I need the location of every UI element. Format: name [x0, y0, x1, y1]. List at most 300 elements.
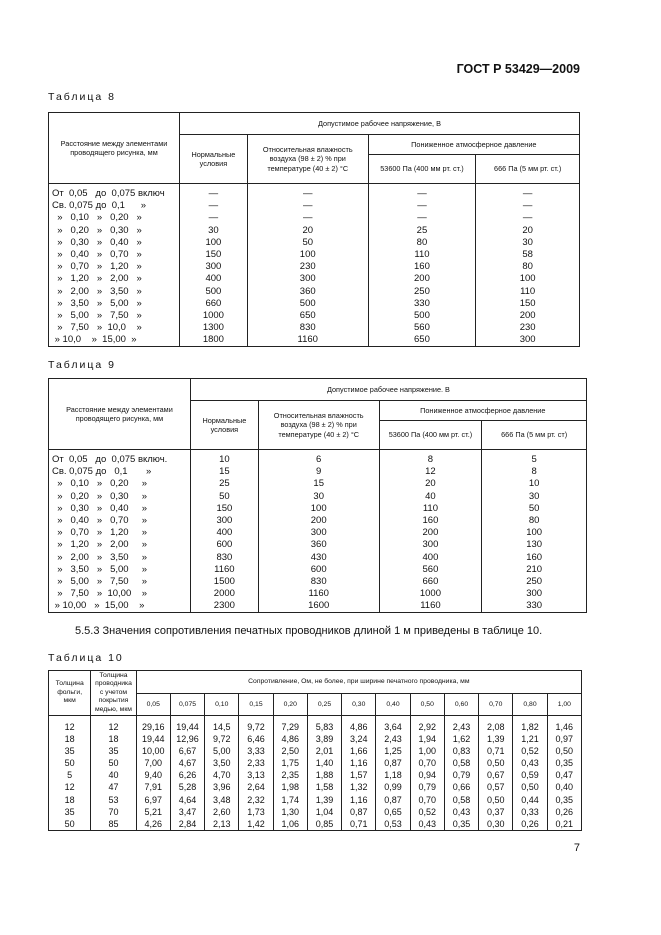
table10-width-header: 0,60 [444, 694, 478, 716]
table9-cell: 80 [482, 515, 587, 527]
table8-row [49, 212, 580, 224]
table10-width-header: 0,40 [376, 694, 410, 716]
table8-row [49, 200, 580, 212]
table10-cell: 0,97 [547, 733, 581, 745]
table10-cell: 2,32 [239, 794, 273, 806]
table8-cell: 160 [368, 261, 476, 273]
table10-cell: 0,71 [342, 818, 376, 831]
table10-cell: 3,64 [376, 716, 410, 733]
table10-cell: 0,85 [307, 818, 341, 831]
table10-cell: 0,21 [547, 818, 581, 831]
table10-width-header: 0,30 [342, 694, 376, 716]
table8-row [49, 322, 580, 334]
table10-cell: 3,96 [205, 781, 239, 793]
table10-header-resistance: Сопротивление, Ом, не более, при ширине печатного проводника, мм [136, 671, 581, 694]
table8-cell: — [476, 212, 580, 224]
table10-row [49, 794, 582, 806]
table8-cell: » 7,50 » 10,0 » [49, 322, 180, 334]
table10-body [49, 716, 582, 831]
table9-cell: 2300 [190, 600, 258, 613]
table10-cell: 0,59 [513, 769, 547, 781]
table10-cell: 4,64 [170, 794, 204, 806]
table8-cell: 20 [476, 225, 580, 237]
table10-width-header: 0,25 [307, 694, 341, 716]
table8-cell: 830 [247, 322, 368, 334]
table10-cell: 1,73 [239, 806, 273, 818]
table10-cell: 0,83 [444, 745, 478, 757]
table10-cell: 0,70 [410, 794, 444, 806]
table8-row [49, 237, 580, 249]
table10-cell: 1,98 [273, 781, 307, 793]
table10-cell: 0,99 [376, 781, 410, 793]
table9-cell: 1160 [190, 564, 258, 576]
table10-cell: 6,46 [239, 733, 273, 745]
table10-cell: 1,06 [273, 818, 307, 831]
table10-cell: 0,50 [513, 781, 547, 793]
document-code: ГОСТ Р 53429—2009 [456, 62, 580, 76]
table10-cell: 9,72 [239, 716, 273, 733]
table10-cell: 3,50 [205, 757, 239, 769]
table10-cell: 2,01 [307, 745, 341, 757]
table10-cell: 4,86 [342, 716, 376, 733]
table10-cell: 14,5 [205, 716, 239, 733]
table9-cell: 330 [482, 600, 587, 613]
table9-cell: 600 [258, 564, 379, 576]
table8-cell: 1000 [179, 310, 247, 322]
table9-cell: 1600 [258, 600, 379, 613]
table8-body [49, 184, 580, 347]
table10-cell: 7,00 [136, 757, 170, 769]
table10-row [49, 806, 582, 818]
table10-cell: 3,89 [307, 733, 341, 745]
table10-row [49, 733, 582, 745]
table10-cell: 0,52 [513, 745, 547, 757]
table9-cell: 15 [258, 478, 379, 490]
table9-cell: 400 [379, 552, 482, 564]
table10-cell: 2,64 [239, 781, 273, 793]
table10-cell: 3,13 [239, 769, 273, 781]
table10-cell: 7,29 [273, 716, 307, 733]
table9-cell: 12 [379, 466, 482, 478]
table10-width-header: 0,20 [273, 694, 307, 716]
table10-cell: 0,79 [444, 769, 478, 781]
table10-row [49, 781, 582, 793]
table10-cell: 2,13 [205, 818, 239, 831]
table9-row [49, 491, 587, 503]
table10-cell: 12 [49, 781, 91, 793]
table10-width-header: 0,15 [239, 694, 273, 716]
table8-cell: — [476, 200, 580, 212]
table9-cell: » 7,50 » 10,00 » [49, 588, 191, 600]
table9-caption: Таблица 9 [48, 359, 116, 371]
table9-cell: 25 [190, 478, 258, 490]
table10-header-foil: Толщина фольги, мкм [49, 671, 91, 716]
table8-row [49, 225, 580, 237]
table9-cell: 560 [379, 564, 482, 576]
table9-header-normal: Нормальные условия [190, 401, 258, 450]
table8-cell: 500 [368, 310, 476, 322]
table10-cell: 50 [49, 818, 91, 831]
table10-cell: 35 [49, 806, 91, 818]
table8-header-distance: Расстояние между элементами проводящего рисунка, мм [49, 113, 180, 184]
table8-header-666: 666 Па (5 мм рт. ст.) [476, 155, 580, 184]
table10-cell: 0,67 [479, 769, 513, 781]
table10-row [49, 745, 582, 757]
table9-cell: От 0,05 до 0,075 включ. [49, 450, 191, 467]
table10-cell: 0,35 [547, 794, 581, 806]
table10-cell: 47 [91, 781, 136, 793]
table10-cell: 2,35 [273, 769, 307, 781]
table8-cell: 650 [368, 334, 476, 347]
table10-cell: 9,40 [136, 769, 170, 781]
table8-cell: — [368, 200, 476, 212]
table8-cell: » 1,20 » 2,00 » [49, 273, 180, 285]
table9-cell: 5 [482, 450, 587, 467]
table10-cell: 1,25 [376, 745, 410, 757]
table8-cell: 100 [476, 273, 580, 285]
table10-cell: 4,67 [170, 757, 204, 769]
table10-cell: 2,60 [205, 806, 239, 818]
table10-cell: 1,18 [376, 769, 410, 781]
table9-cell: 30 [258, 491, 379, 503]
table9-cell: 40 [379, 491, 482, 503]
table10-cell: 50 [49, 757, 91, 769]
table10-cell: 19,44 [170, 716, 204, 733]
table8-cell: — [247, 200, 368, 212]
table8-row [49, 273, 580, 285]
table9-cell: 50 [482, 503, 587, 515]
table8-cell: 200 [476, 310, 580, 322]
table9-cell: » 1,20 » 2,00 » [49, 539, 191, 551]
table10-cell: 10,00 [136, 745, 170, 757]
table10-cell: 0,37 [479, 806, 513, 818]
table10-cell: 19,44 [136, 733, 170, 745]
table9-cell: 10 [482, 478, 587, 490]
table9-cell: 20 [379, 478, 482, 490]
table9-cell: 300 [190, 515, 258, 527]
table10-width-header: 0,80 [513, 694, 547, 716]
table10-cell: 2,92 [410, 716, 444, 733]
table8-cell: Св. 0,075 до 0,1 » [49, 200, 180, 212]
table10-cell: 53 [91, 794, 136, 806]
table8-cell: 30 [179, 225, 247, 237]
table10-cell: 1,30 [273, 806, 307, 818]
table10-cell: 0,70 [410, 757, 444, 769]
table10-cell: 0,50 [479, 757, 513, 769]
table10-cell: 0,30 [479, 818, 513, 831]
table10-cell: 70 [91, 806, 136, 818]
table10-cell: 29,16 [136, 716, 170, 733]
table8-header-53600: 53600 Па (400 мм рт. ст.) [368, 155, 476, 184]
table9-cell: » 10,00 » 15,00 » [49, 600, 191, 613]
table8-caption: Таблица 8 [48, 91, 116, 103]
table9-cell: 360 [258, 539, 379, 551]
table10-cell: 1,32 [342, 781, 376, 793]
table9-header-53600: 53600 Па (400 мм рт. ст.) [379, 421, 482, 450]
table9-cell: 30 [482, 491, 587, 503]
table9-cell: » 0,20 » 0,30 » [49, 491, 191, 503]
table9-cell: 100 [258, 503, 379, 515]
table10-cell: 2,84 [170, 818, 204, 831]
table10-cell: 85 [91, 818, 136, 831]
table9-body [49, 450, 587, 613]
table8-cell: 300 [476, 334, 580, 347]
table9-cell: 160 [379, 515, 482, 527]
table9-cell: 15 [190, 466, 258, 478]
table10-width-header: 0,10 [205, 694, 239, 716]
table10-cell: 0,26 [513, 818, 547, 831]
table10-cell: 2,08 [479, 716, 513, 733]
table8-cell: 30 [476, 237, 580, 249]
table10-cell: 1,94 [410, 733, 444, 745]
table8-cell: — [368, 212, 476, 224]
table9-cell: » 5,00 » 7,50 » [49, 576, 191, 588]
table8-cell: 80 [368, 237, 476, 249]
table10-cell: 1,04 [307, 806, 341, 818]
table10-cell: 2,43 [444, 716, 478, 733]
table10-cell: 0,40 [547, 781, 581, 793]
table9-row [49, 552, 587, 564]
table10-cell: 3,24 [342, 733, 376, 745]
table10-cell: 4,86 [273, 733, 307, 745]
table10-cell: 5,21 [136, 806, 170, 818]
table8-cell: 1800 [179, 334, 247, 347]
table10-cell: 3,47 [170, 806, 204, 818]
table10-header-conductor: Толщина проводника с учетом покрытия медью, мкм [91, 671, 136, 716]
table10-cell: 1,74 [273, 794, 307, 806]
table9-cell: » 0,10 » 0,20 » [49, 478, 191, 490]
table10-cell: 1,62 [444, 733, 478, 745]
table8-cell: 230 [476, 322, 580, 334]
table10-cell: 18 [91, 733, 136, 745]
table8-cell: » 0,70 » 1,20 » [49, 261, 180, 273]
table9-row [49, 450, 587, 467]
table10-width-header: 0,075 [170, 694, 204, 716]
table9-cell: » 0,70 » 1,20 » [49, 527, 191, 539]
table8-row [49, 286, 580, 298]
table10-cell: 0,43 [513, 757, 547, 769]
table8-row [49, 334, 580, 347]
table8-cell: » 0,20 » 0,30 » [49, 225, 180, 237]
table9-cell: » 0,30 » 0,40 » [49, 503, 191, 515]
table8-cell: 300 [247, 273, 368, 285]
table10-cell: 0,94 [410, 769, 444, 781]
table8-header-normal: Нормальные условия [179, 135, 247, 184]
table8-cell: » 10,0 » 15,00 » [49, 334, 180, 347]
table10-cell: 2,33 [239, 757, 273, 769]
table8-cell: » 0,10 » 0,20 » [49, 212, 180, 224]
table10-row [49, 769, 582, 781]
table9-row [49, 466, 587, 478]
table10-cell: 0,43 [410, 818, 444, 831]
table9-cell: 2000 [190, 588, 258, 600]
table9-header-humidity: Относительная влажность воздуха (98 ± 2) % при температуре (40 ± 2) °С [258, 401, 379, 450]
table10-cell: 5,00 [205, 745, 239, 757]
table10-cell: 0,58 [444, 757, 478, 769]
table8-cell: » 5,00 » 7,50 » [49, 310, 180, 322]
table9-row [49, 527, 587, 539]
table10-cell: 0,43 [444, 806, 478, 818]
table8-cell: 250 [368, 286, 476, 298]
table9-cell: 830 [258, 576, 379, 588]
table10-width-header: 0,05 [136, 694, 170, 716]
table10-cell: 1,57 [342, 769, 376, 781]
table9-cell: 6 [258, 450, 379, 467]
table10-cell: 1,40 [307, 757, 341, 769]
page-number: 7 [573, 842, 580, 854]
table10-cell: 1,00 [410, 745, 444, 757]
table10-cell: 1,21 [513, 733, 547, 745]
table9-cell: » 0,40 » 0,70 » [49, 515, 191, 527]
table10-cell: 35 [49, 745, 91, 757]
table8-cell: 330 [368, 298, 476, 310]
table8-cell: 150 [476, 298, 580, 310]
table10-cell: 3,48 [205, 794, 239, 806]
table8-header-voltage: Допустимое рабочее напряжение, В [179, 113, 579, 135]
table10-cell: 0,87 [376, 757, 410, 769]
table10-cell: 1,66 [342, 745, 376, 757]
table9-cell: Св. 0,075 до 0,1 » [49, 466, 191, 478]
table10-cell: 18 [49, 794, 91, 806]
table10-cell: 9,72 [205, 733, 239, 745]
table8-cell: 150 [179, 249, 247, 261]
table8-cell: 360 [247, 286, 368, 298]
table9-row [49, 503, 587, 515]
table10-cell: 50 [91, 757, 136, 769]
table8-row [49, 184, 580, 201]
table9-cell: 1000 [379, 588, 482, 600]
table10-cell: 0,66 [444, 781, 478, 793]
table10-width-header: 0,70 [479, 694, 513, 716]
table8-cell: » 0,40 » 0,70 » [49, 249, 180, 261]
table8-cell: » 3,50 » 5,00 » [49, 298, 180, 310]
table8-row [49, 261, 580, 273]
table10-cell: 5,83 [307, 716, 341, 733]
table10-cell: 0,35 [547, 757, 581, 769]
table9-cell: 300 [258, 527, 379, 539]
table8-cell: 110 [368, 249, 476, 261]
table8-cell: — [247, 184, 368, 201]
table10-cell: 0,87 [376, 794, 410, 806]
table9-cell: » 2,00 » 3,50 » [49, 552, 191, 564]
table9-cell: 130 [482, 539, 587, 551]
table8-cell: — [179, 212, 247, 224]
table10-cell: 1,75 [273, 757, 307, 769]
table9-cell: 600 [190, 539, 258, 551]
table8-cell: 100 [247, 249, 368, 261]
table9-cell: 1160 [258, 588, 379, 600]
table9-cell: 210 [482, 564, 587, 576]
table10-cell: 0,26 [547, 806, 581, 818]
table9-cell: 150 [190, 503, 258, 515]
table10-cell: 40 [91, 769, 136, 781]
table9-cell: 100 [482, 527, 587, 539]
table8-cell: 110 [476, 286, 580, 298]
table10-row [49, 716, 582, 733]
table10-cell: 1,88 [307, 769, 341, 781]
table10-cell: 0,53 [376, 818, 410, 831]
table9-header-voltage: Допустимое рабочее напряжение. В [190, 379, 586, 401]
table10-cell: 0,47 [547, 769, 581, 781]
table10-cell: 0,87 [342, 806, 376, 818]
table10-row [49, 818, 582, 831]
table10-cell: 18 [49, 733, 91, 745]
table8-cell: 300 [179, 261, 247, 273]
table10-cell: 12,96 [170, 733, 204, 745]
paragraph-5-5-3: 5.5.3 Значения сопротивления печатных проводников длиной 1 м приведены в таблице 10. [75, 625, 543, 637]
table8-header-low-pressure: Пониженное атмосферное давление [368, 135, 579, 155]
table10-cell: 12 [91, 716, 136, 733]
table10-cell: 0,65 [376, 806, 410, 818]
table9-cell: 10 [190, 450, 258, 467]
table8-cell: — [368, 184, 476, 201]
table8-cell: 400 [179, 273, 247, 285]
table8-cell: 560 [368, 322, 476, 334]
table8-cell: — [247, 212, 368, 224]
table9-row [49, 539, 587, 551]
table9-cell: » 3,50 » 5,00 » [49, 564, 191, 576]
table10-caption: Таблица 10 [48, 652, 124, 664]
table10-cell: 0,71 [479, 745, 513, 757]
table9-header-low-pressure: Пониженное атмосферное давление [379, 401, 586, 421]
table8-cell: 50 [247, 237, 368, 249]
table8-row [49, 249, 580, 261]
table9-header-distance: Расстояние между элементами проводящего рисунка, мм [49, 379, 191, 450]
table10-cell: 1,39 [479, 733, 513, 745]
table10-cell: 2,43 [376, 733, 410, 745]
table8-row [49, 310, 580, 322]
table9-row [49, 564, 587, 576]
table10 [48, 670, 582, 831]
table10-cell: 4,70 [205, 769, 239, 781]
table10-cell: 0,57 [479, 781, 513, 793]
table10-cell: 0,79 [410, 781, 444, 793]
table8-cell: 100 [179, 237, 247, 249]
table8-cell: От 0,05 до 0,075 включ [49, 184, 180, 201]
table9-cell: 300 [379, 539, 482, 551]
table8-cell: 20 [247, 225, 368, 237]
table10-cell: 6,97 [136, 794, 170, 806]
table10-cell: 0,58 [444, 794, 478, 806]
table8-cell: » 2,00 » 3,50 » [49, 286, 180, 298]
table8-cell: 25 [368, 225, 476, 237]
table10-cell: 0,33 [513, 806, 547, 818]
table9 [48, 378, 587, 613]
table10-cell: 1,39 [307, 794, 341, 806]
table10-cell: 0,44 [513, 794, 547, 806]
table9-cell: 1500 [190, 576, 258, 588]
table9-row [49, 588, 587, 600]
table9-cell: 660 [379, 576, 482, 588]
table10-cell: 12 [49, 716, 91, 733]
table10-cell: 7,91 [136, 781, 170, 793]
table9-cell: 400 [190, 527, 258, 539]
table10-width-header: 0,50 [410, 694, 444, 716]
table9-cell: 1160 [379, 600, 482, 613]
table10-cell: 3,33 [239, 745, 273, 757]
table9-cell: 300 [482, 588, 587, 600]
table10-width-header: 1,00 [547, 694, 581, 716]
table9-row [49, 576, 587, 588]
table10-cell: 0,52 [410, 806, 444, 818]
table8-cell: 1300 [179, 322, 247, 334]
table8-cell: 58 [476, 249, 580, 261]
table9-cell: 430 [258, 552, 379, 564]
table9-cell: 8 [482, 466, 587, 478]
table9-cell: 200 [379, 527, 482, 539]
table9-cell: 50 [190, 491, 258, 503]
table10-cell: 2,50 [273, 745, 307, 757]
